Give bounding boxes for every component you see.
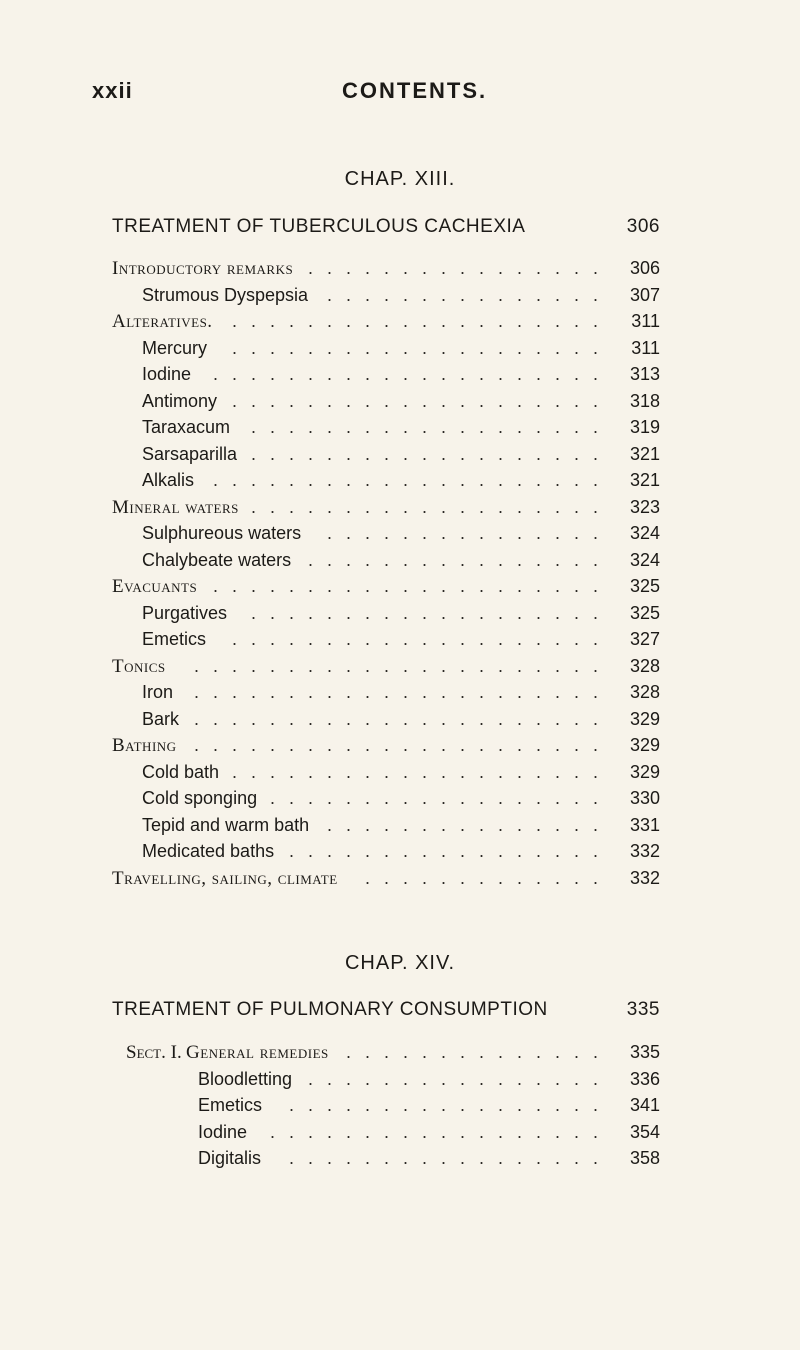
toc-entry <box>142 762 660 786</box>
toc-entry-page: 329 <box>629 708 660 729</box>
leader-dots: ................... <box>250 417 612 437</box>
chapter-heading-xiv: CHAP. XIV. <box>344 952 456 974</box>
toc-entry <box>112 576 660 600</box>
toc-entry-label: Mineral waters <box>112 496 239 518</box>
toc-entry-label: Digitalis <box>198 1148 262 1168</box>
leader-dots: .................... <box>231 761 612 782</box>
toc-entry <box>142 285 660 309</box>
section-prefix: Sect. I. <box>126 1042 182 1063</box>
leader-dots: ................... <box>250 443 612 464</box>
running-head <box>0 78 800 108</box>
toc-entry <box>112 656 660 680</box>
toc-entry <box>112 258 660 282</box>
leader-dots: .................... <box>231 629 612 649</box>
toc-entry-page: 329 <box>629 735 660 755</box>
toc-entry-label: Bathing <box>112 735 177 756</box>
toc-entry <box>142 682 660 706</box>
toc-entry-label: Mercury <box>142 337 208 358</box>
toc-entry-page: 354 <box>629 1121 660 1142</box>
leader-dots: ............... <box>326 284 612 305</box>
toc-entry-label: Cold sponging <box>142 788 258 808</box>
toc-entry-label: Bark <box>142 708 180 729</box>
leader-dots: ................. <box>288 1148 612 1168</box>
leader-dots: .............. <box>345 1042 612 1062</box>
toc-entry <box>142 338 660 362</box>
chapter-title-text: TREATMENT OF TUBERCULOUS CACHEXIA <box>112 216 526 237</box>
toc-entry-page: 331 <box>629 814 660 835</box>
leader-dots: ...................... <box>193 655 612 676</box>
leader-dots: ...................... <box>193 708 612 729</box>
toc-entry <box>142 391 660 415</box>
page-number: xxii <box>92 78 133 103</box>
toc-entry <box>142 470 660 494</box>
toc-entry-label: Sarsaparilla <box>142 443 238 464</box>
toc-entry-label: Alkalis <box>142 470 195 490</box>
toc-entry-label: Tonics <box>112 655 166 677</box>
chapter-title-page: 306 <box>626 216 660 237</box>
toc-entry-label: Iodine <box>198 1121 248 1142</box>
leader-dots: .................. <box>269 788 612 808</box>
toc-entry-label: Iodine <box>142 364 192 384</box>
toc-entry-label: Emetics <box>142 629 207 649</box>
leader-dots: ..................... <box>212 364 612 384</box>
toc-entry-label: Tepid and warm bath <box>142 814 310 835</box>
toc-entry <box>198 1122 660 1146</box>
chapter-title-xiv <box>112 999 660 1023</box>
toc-entry-page: 341 <box>629 1095 660 1115</box>
toc-entry <box>112 735 660 759</box>
toc-entry <box>186 1042 660 1066</box>
toc-entry-page: 313 <box>629 364 660 384</box>
toc-entry <box>142 841 660 865</box>
leader-dots: ..................... <box>212 576 612 596</box>
leader-dots: ................. <box>288 1095 612 1115</box>
toc-entry-label: Bloodletting <box>198 1068 293 1089</box>
toc-entry-label: Taraxacum <box>142 417 231 437</box>
toc-entry <box>142 550 660 574</box>
toc-entry-page: 324 <box>629 549 660 570</box>
leader-dots: ............. <box>364 867 612 888</box>
toc-entry-page: 306 <box>629 258 660 278</box>
leader-dots: .................... <box>231 311 612 331</box>
toc-entry-label: Cold bath <box>142 761 220 782</box>
toc-entry-label: Strumous Dyspepsia <box>142 284 309 305</box>
leader-dots: ................... <box>250 602 612 623</box>
toc-entry-page: 358 <box>629 1148 660 1168</box>
toc-entry-page: 323 <box>629 496 660 517</box>
chapter-title-xiii <box>112 216 660 240</box>
toc-entry-page: 307 <box>629 284 660 305</box>
toc-entry-page: 324 <box>629 523 660 543</box>
toc-entry-label: Emetics <box>198 1095 263 1115</box>
running-title: CONTENTS. <box>342 78 488 103</box>
toc-entry <box>142 603 660 627</box>
toc-entry <box>112 868 660 892</box>
toc-entry-label: Travelling, sailing, climate <box>112 867 338 889</box>
toc-entry-page: 318 <box>629 390 660 411</box>
toc-entry <box>142 815 660 839</box>
toc-entry <box>198 1095 660 1119</box>
toc-entry-page: 311 <box>631 311 660 331</box>
toc-entry-label: Sulphureous waters <box>142 523 302 543</box>
leader-dots: ..................... <box>212 470 612 490</box>
leader-dots: ................ <box>307 549 612 570</box>
leader-dots: ................ <box>307 1068 612 1089</box>
toc-entry-label: Chalybeate waters <box>142 549 292 570</box>
toc-entry-page: 332 <box>629 841 660 861</box>
toc-entry-page: 325 <box>629 576 660 596</box>
toc-entry-page: 321 <box>629 470 660 490</box>
toc-entry-page: 321 <box>629 443 660 464</box>
toc-entry <box>142 417 660 441</box>
toc-entry <box>142 709 660 733</box>
toc-entry-page: 325 <box>629 602 660 623</box>
chapter-title-page: 335 <box>626 999 660 1020</box>
toc-entry-page: 335 <box>629 1042 660 1062</box>
leader-dots: .................... <box>231 390 612 411</box>
toc-entry <box>198 1148 660 1172</box>
chapter-heading-xiii: CHAP. XIII. <box>344 168 456 190</box>
toc-entry-page: 319 <box>629 417 660 437</box>
toc-entry <box>142 788 660 812</box>
toc-entry-label: Evacuants <box>112 576 198 597</box>
leader-dots: ................... <box>250 496 612 517</box>
toc-entry-page: 328 <box>629 682 660 702</box>
toc-entry-label: Alteratives. <box>112 311 213 332</box>
toc-entry-label: Introductory remarks <box>112 258 294 279</box>
toc-entry-label: Medicated baths <box>142 841 275 861</box>
leader-dots: .................... <box>231 337 612 358</box>
toc-entry-page: 330 <box>629 788 660 808</box>
leader-dots: ................. <box>288 841 612 861</box>
toc-entry <box>142 629 660 653</box>
leader-dots: ...................... <box>193 735 612 755</box>
toc-entry <box>112 311 660 335</box>
toc-entry-page: 336 <box>629 1068 660 1089</box>
toc-entry-label: Purgatives <box>142 602 228 623</box>
toc-entry-page: 311 <box>631 337 660 358</box>
toc-entry-label: General remedies <box>186 1042 329 1063</box>
toc-entry-page: 332 <box>629 867 660 888</box>
toc-entry <box>142 364 660 388</box>
toc-entry-page: 329 <box>629 761 660 782</box>
toc-entry-label: Antimony <box>142 390 218 411</box>
leader-dots: ............... <box>326 814 612 835</box>
toc-entry <box>142 444 660 468</box>
leader-dots: ............... <box>326 523 612 543</box>
leader-dots: .................. <box>269 1121 612 1142</box>
toc-entry-label: Iron <box>142 682 174 702</box>
toc-entry-page: 328 <box>629 655 660 676</box>
toc-entry <box>198 1069 660 1093</box>
toc-entry <box>142 523 660 547</box>
toc-entry <box>112 497 660 521</box>
toc-entry-page: 327 <box>629 629 660 649</box>
leader-dots: ................ <box>307 258 612 278</box>
leader-dots: ...................... <box>193 682 612 702</box>
chapter-title-text: TREATMENT OF PULMONARY CONSUMPTION <box>112 999 548 1020</box>
